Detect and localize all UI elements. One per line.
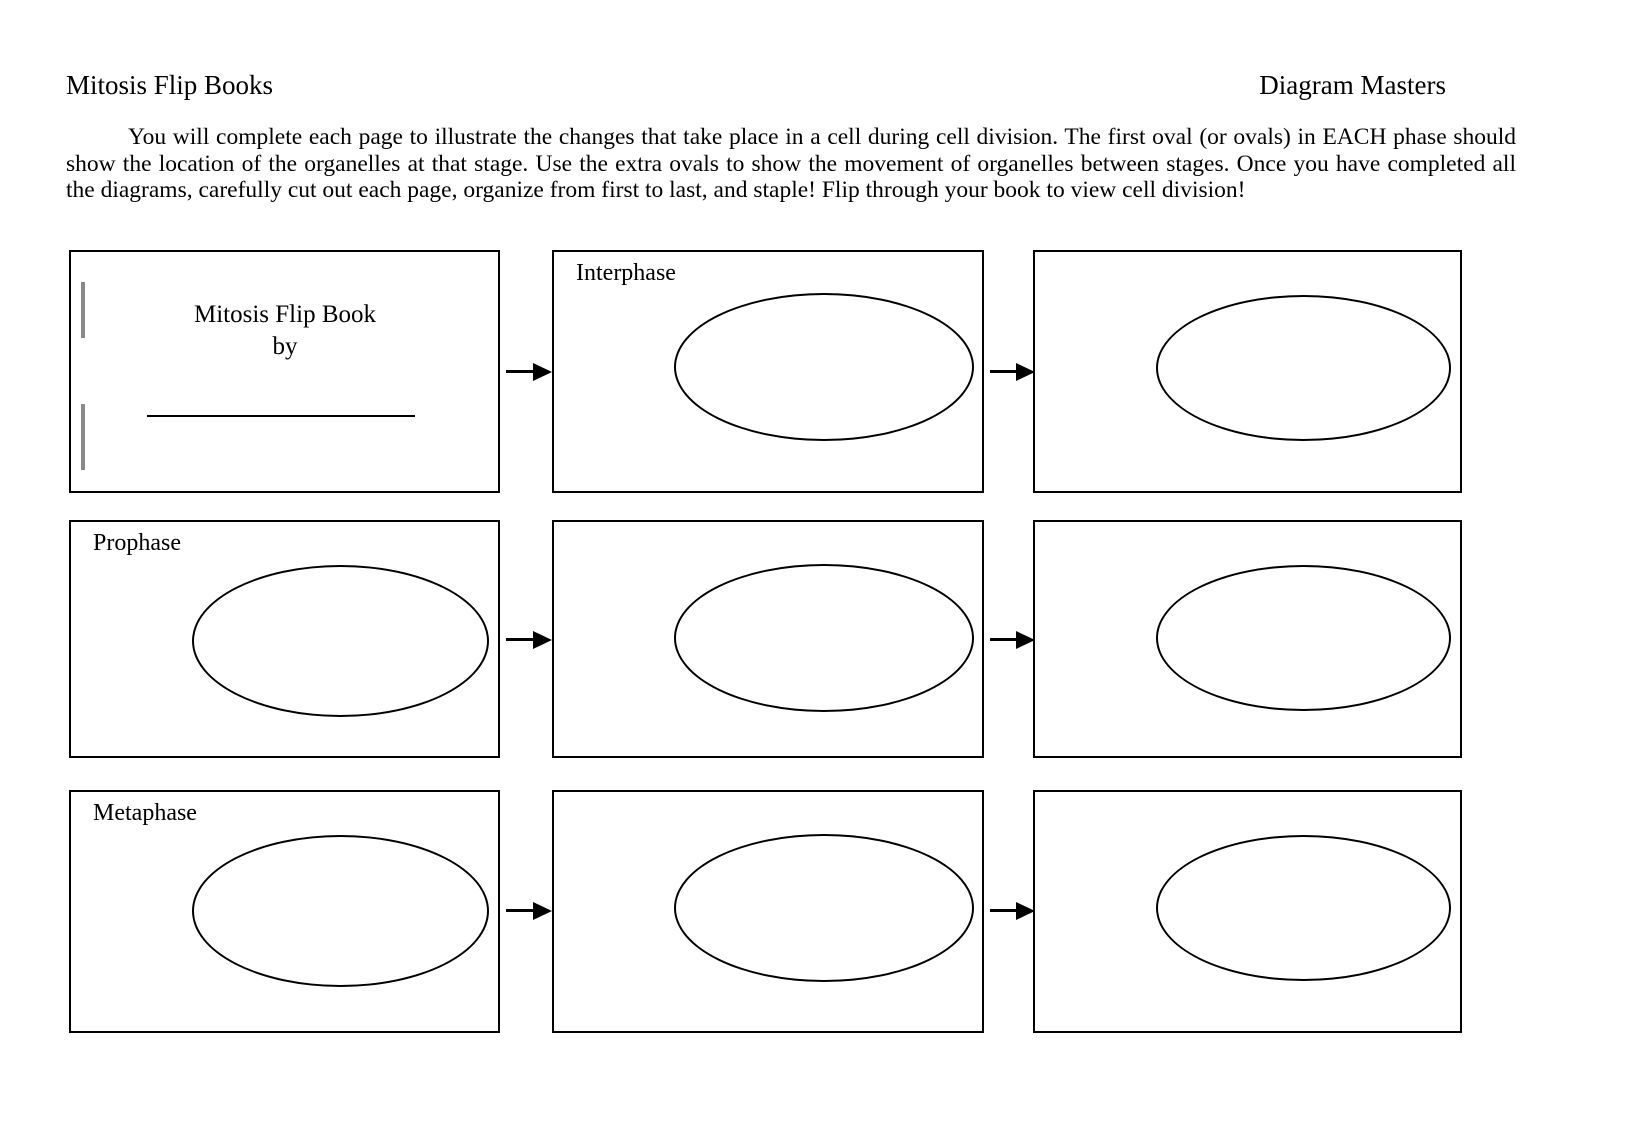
arrow-head [533,631,552,649]
arrow-shaft [506,638,536,641]
cell-oval-icon[interactable] [674,293,974,441]
arrow-shaft [506,370,536,373]
cell-oval-icon[interactable] [192,565,489,717]
flipbook-page-prophase-extra-2[interactable] [1033,520,1462,758]
cell-oval-icon[interactable] [1156,835,1451,981]
header-right-label: Diagram Masters [1259,70,1446,100]
arrow-shaft [990,638,1018,641]
arrow-shaft [990,909,1018,912]
cell-oval-icon[interactable] [192,835,489,987]
instructions-paragraph: You will complete each page to illustrate the changes that take place in a cell during cell division. The first oval (or ovals) in EACH phase should show the location of the organelles at that stage. Use the extra ovals to show the movement of organelles between stages. Once you have completed all the diagrams, carefully cut out each page, organize from first to last, and staple! Flip through your book to view cell division! [66,124,1516,203]
arrow-shaft [506,909,536,912]
cell-oval-icon[interactable] [1156,295,1451,441]
arrow-right-icon [506,901,552,921]
text-cursor-bar-icon [81,404,85,470]
page-header [66,68,1446,106]
flipbook-page-metaphase[interactable] [69,790,500,1033]
flipbook-page-prophase[interactable] [69,520,500,758]
phase-label-interphase: Interphase [576,260,676,286]
cover-title-line-2: by [272,333,298,360]
text-cursor-bar-icon [81,282,85,338]
phase-label-prophase: Prophase [93,530,181,556]
arrow-right-icon [990,630,1035,650]
cell-oval-icon[interactable] [1156,565,1451,711]
cover-name-blank-line[interactable] [147,415,415,417]
flipbook-page-prophase-extra-1[interactable] [552,520,984,758]
arrow-right-icon [506,362,552,382]
flipbook-page-metaphase-extra-2[interactable] [1033,790,1462,1033]
flipbook-page-interphase[interactable] [552,250,984,493]
flipbook-page-cover[interactable] [69,250,500,493]
arrow-right-icon [506,630,552,650]
cover-title-line-1: Mitosis Flip Book [194,301,376,328]
flipbook-page-metaphase-extra-1[interactable] [552,790,984,1033]
cell-oval-icon[interactable] [674,834,974,982]
arrow-right-icon [990,362,1035,382]
arrow-head [533,363,552,381]
page-title: Mitosis Flip Books [66,70,274,100]
phase-label-metaphase: Metaphase [93,800,197,826]
flipbook-page-interphase-extra[interactable] [1033,250,1462,493]
arrow-right-icon [990,901,1035,921]
cell-oval-icon[interactable] [674,564,974,712]
cover-title-block [151,299,419,363]
arrow-head [533,902,552,920]
arrow-shaft [990,370,1018,373]
